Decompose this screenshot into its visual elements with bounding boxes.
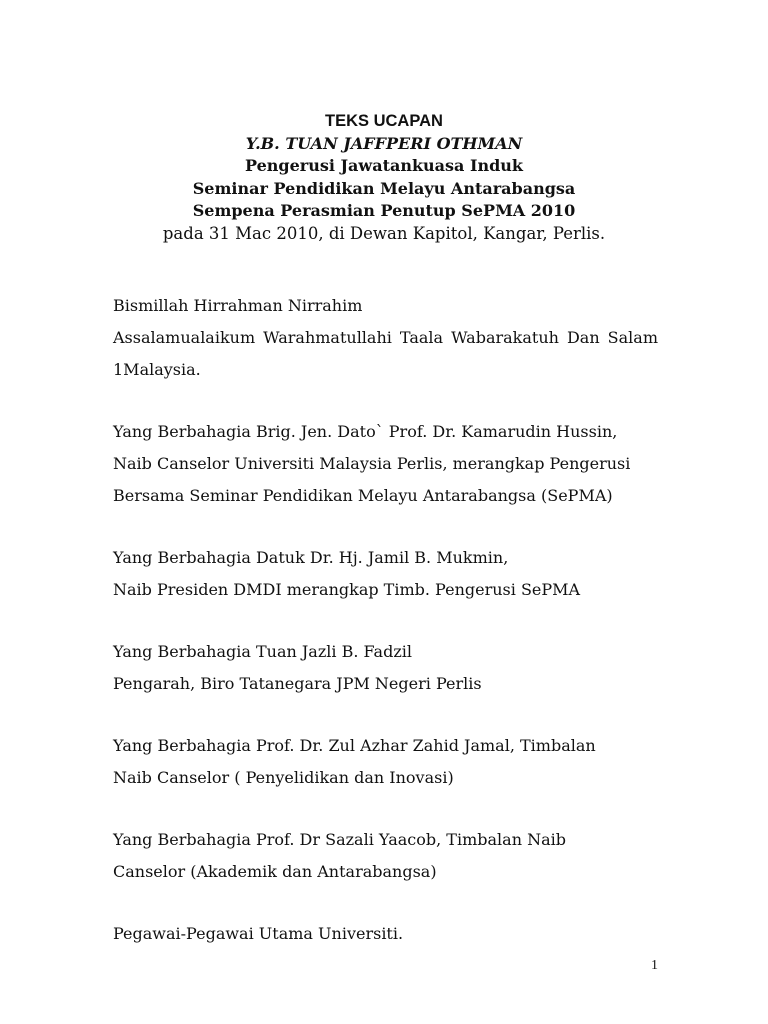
salutation-line: Yang Berbahagia Datuk Dr. Hj. Jamil B. Mukmin, <box>113 548 509 567</box>
speech-title: TEKS UCAPAN <box>325 112 443 130</box>
salutation-block <box>113 824 658 888</box>
salutation-line: Yang Berbahagia Prof. Dr Sazali Yaacob, Timbalan Naib <box>113 830 566 849</box>
date-venue: pada 31 Mac 2010, di Dewan Kapitol, Kangar, Perlis. <box>162 223 606 243</box>
salutation-block <box>113 416 658 512</box>
salutation-block <box>113 730 658 794</box>
salutation-line: Naib Presiden DMDI merangkap Timb. Pengerusi SePMA <box>113 580 581 599</box>
speech-header <box>0 110 768 245</box>
salutation-block <box>113 542 658 606</box>
salutation-block <box>113 636 658 700</box>
greeting-paragraph: Assalamualaikum Warahmatullahi Taala Wabarakatuh Dan Salam 1Malaysia. <box>113 328 658 379</box>
speaker-position: Pengerusi Jawatankuasa Induk <box>244 156 524 175</box>
salutation-line: Yang Berbahagia Tuan Jazli B. Fadzil <box>113 642 412 661</box>
salutation-line: Naib Canselor ( Penyelidikan dan Inovasi) <box>113 768 454 787</box>
page-number: 1 <box>651 958 658 973</box>
speaker-name: Y.B. TUAN JAFFPERI OTHMAN <box>245 133 523 153</box>
salutation-line: Bersama Seminar Pendidikan Melayu Antarabangsa (SePMA) <box>113 486 613 505</box>
speech-body <box>113 290 658 950</box>
salutation-line: Yang Berbahagia Prof. Dr. Zul Azhar Zahid Jamal, Timbalan <box>113 736 596 755</box>
salutation-line: Naib Canselor Universiti Malaysia Perlis, merangkap Pengerusi <box>113 454 631 473</box>
salutation-line: Yang Berbahagia Brig. Jen. Dato` Prof. Dr. Kamarudin Hussin, <box>113 422 618 441</box>
occasion: Sempena Perasmian Penutup SePMA 2010 <box>192 201 576 220</box>
salutation-line: Pengarah, Biro Tatanegara JPM Negeri Perlis <box>113 674 482 693</box>
opening-line: Bismillah Hirrahman Nirrahim <box>113 296 363 315</box>
closing-line: Pegawai-Pegawai Utama Universiti. <box>113 924 404 943</box>
event-name: Seminar Pendidikan Melayu Antarabangsa <box>192 178 576 198</box>
salutation-line: Canselor (Akademik dan Antarabangsa) <box>113 862 437 881</box>
